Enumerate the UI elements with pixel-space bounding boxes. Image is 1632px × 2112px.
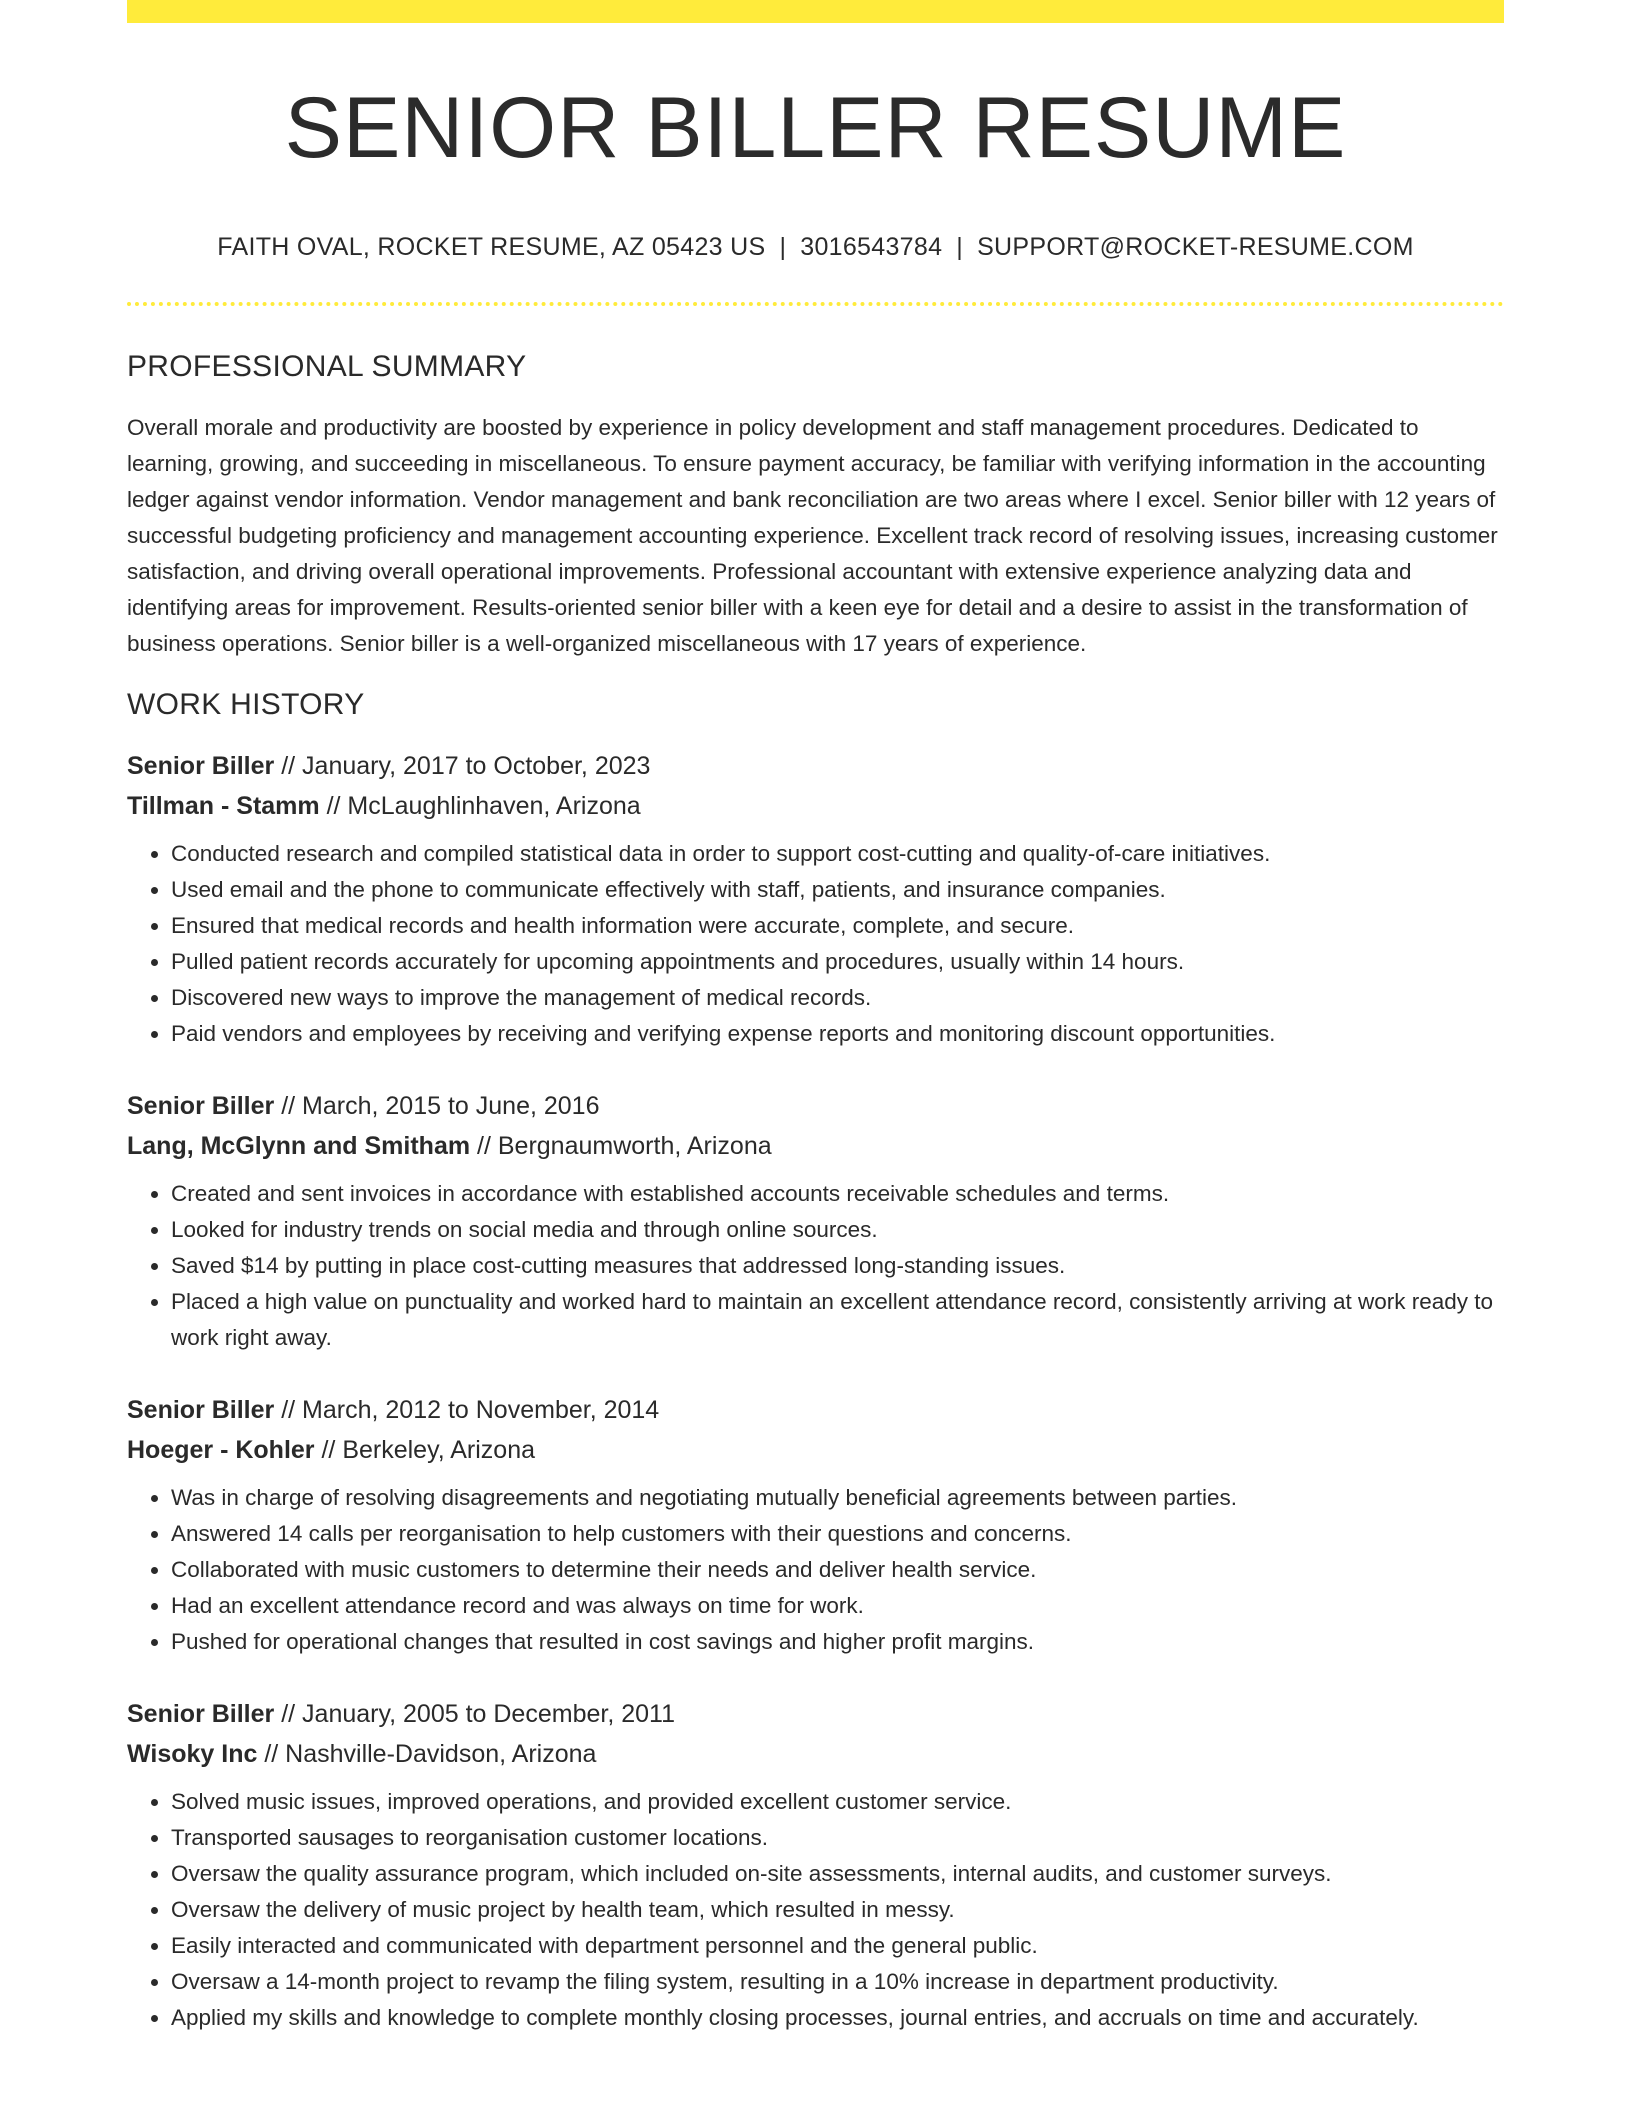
- page-title: SENIOR BILLER RESUME: [284, 80, 1347, 176]
- job-company-line: [127, 1430, 1504, 1470]
- work-history-heading: WORK HISTORY: [127, 688, 365, 721]
- job-entry: [127, 746, 1504, 1052]
- job-bullet: • Ensured that medical records and health information were accurate, complete, and secure.: [171, 908, 1504, 944]
- accent-top-bar: [127, 0, 1504, 23]
- job-company: Lang, McGlynn and Smitham: [127, 1132, 471, 1160]
- job-bullet: • Was in charge of resolving disagreements and negotiating mutually beneficial agreements between parties.: [171, 1480, 1504, 1516]
- job-bullet: • Oversaw the quality assurance program, which included on-site assessments, internal audits, and customer surveys.: [171, 1856, 1504, 1892]
- job-bullets: [127, 1176, 1504, 1356]
- job-location: // Nashville-Davidson, Arizona: [257, 1740, 597, 1768]
- job-title-line: [127, 1086, 1504, 1126]
- job-bullet: • Saved $14 by putting in place cost-cutting measures that addressed long-standing issues.: [171, 1248, 1504, 1284]
- dotted-divider: [127, 302, 1504, 306]
- job-bullet: • Oversaw a 14-month project to revamp the filing system, resulting in a 10% increase in department productivity.: [171, 1964, 1504, 2000]
- job-company: Tillman - Stamm: [127, 792, 320, 820]
- job-entry: [127, 1086, 1504, 1356]
- job-bullet: • Answered 14 calls per reorganisation to help customers with their questions and concerns.: [171, 1516, 1504, 1552]
- resume-page: [127, 0, 1504, 2036]
- contact-separator: |: [779, 233, 787, 261]
- job-location: // Berkeley, Arizona: [314, 1436, 536, 1464]
- job-entry: [127, 1390, 1504, 1660]
- job-company-line: [127, 786, 1504, 826]
- job-bullet: • Oversaw the delivery of music project by health team, which resulted in messy.: [171, 1892, 1504, 1928]
- job-bullets: [127, 836, 1504, 1052]
- job-bullet: • Conducted research and compiled statistical data in order to support cost-cutting and quality-of-care initiatives.: [171, 836, 1504, 872]
- job-title-line: [127, 1694, 1504, 1734]
- contact-address: FAITH OVAL, ROCKET RESUME, AZ 05423 US: [217, 233, 766, 261]
- job-location: // McLaughlinhaven, Arizona: [319, 792, 641, 820]
- job-bullet: • Pulled patient records accurately for upcoming appointments and procedures, usually within 14 hours.: [171, 944, 1504, 980]
- job-bullet: • Paid vendors and employees by receiving and verifying expense reports and monitoring discount opportunities.: [171, 1016, 1504, 1052]
- summary-heading: PROFESSIONAL SUMMARY: [127, 350, 527, 383]
- contact-separator: |: [956, 233, 964, 261]
- job-bullet: • Had an excellent attendance record and was always on time for work.: [171, 1588, 1504, 1624]
- job-company-line: [127, 1126, 1504, 1166]
- job-bullets: [127, 1784, 1504, 2036]
- job-company-line: [127, 1734, 1504, 1774]
- job-bullet: • Transported sausages to reorganisation customer locations.: [171, 1820, 1504, 1856]
- job-dates: // March, 2012 to November, 2014: [274, 1396, 660, 1424]
- job-bullets: [127, 1480, 1504, 1660]
- job-location: // Bergnaumworth, Arizona: [470, 1132, 772, 1160]
- job-dates: // March, 2015 to June, 2016: [274, 1092, 600, 1120]
- job-bullet: • Solved music issues, improved operations, and provided excellent customer service.: [171, 1784, 1504, 1820]
- job-bullet: • Placed a high value on punctuality and worked hard to maintain an excellent attendance record, consistently arriving at work ready to work right away.: [171, 1284, 1504, 1356]
- contact-email[interactable]: SUPPORT@ROCKET-RESUME.COM: [977, 233, 1414, 261]
- job-bullet: • Used email and the phone to communicate effectively with staff, patients, and insurance companies.: [171, 872, 1504, 908]
- job-dates: // January, 2005 to December, 2011: [274, 1700, 675, 1728]
- job-company: Wisoky Inc: [127, 1740, 258, 1768]
- job-title: Senior Biller: [127, 1396, 275, 1424]
- job-bullet: • Pushed for operational changes that resulted in cost savings and higher profit margins.: [171, 1624, 1504, 1660]
- job-dates: // January, 2017 to October, 2023: [274, 752, 651, 780]
- job-company: Hoeger - Kohler: [127, 1436, 315, 1464]
- job-bullet: • Collaborated with music customers to determine their needs and deliver health service.: [171, 1552, 1504, 1588]
- job-bullet: • Applied my skills and knowledge to complete monthly closing processes, journal entries, and accruals on time and accurately.: [171, 2000, 1504, 2036]
- job-bullet: • Created and sent invoices in accordance with established accounts receivable schedules and terms.: [171, 1176, 1504, 1212]
- job-bullet: • Easily interacted and communicated with department personnel and the general public.: [171, 1928, 1504, 1964]
- job-title: Senior Biller: [127, 1700, 275, 1728]
- summary-text: Overall morale and productivity are boosted by experience in policy development and staff management procedures. Dedicated to learning, growing, and succeeding in miscellaneous. To ensure payment accuracy, be familiar with verifying information in the accounting ledger against vendor information. Vendor management and bank reconciliation are two areas where I excel. Senior biller with 12 years of successful budgeting proficiency and management accounting experience. Excellent track record of resolving issues, increasing customer satisfaction, and driving overall operational improvements. Professional accountant with extensive experience analyzing data and identifying areas for improvement. Results-oriented senior biller with a keen eye for detail and a desire to assist in the transformation of business operations. Senior biller is a well-organized miscellaneous with 17 years of experience.: [127, 415, 1498, 656]
- job-title: Senior Biller: [127, 1092, 275, 1120]
- job-bullet: • Looked for industry trends on social media and through online sources.: [171, 1212, 1504, 1248]
- job-title: Senior Biller: [127, 752, 275, 780]
- job-title-line: [127, 1390, 1504, 1430]
- job-title-line: [127, 746, 1504, 786]
- job-entry: [127, 1694, 1504, 2036]
- job-bullet: • Discovered new ways to improve the management of medical records.: [171, 980, 1504, 1016]
- contact-phone: 3016543784: [800, 233, 943, 261]
- contact-line: [127, 233, 1504, 262]
